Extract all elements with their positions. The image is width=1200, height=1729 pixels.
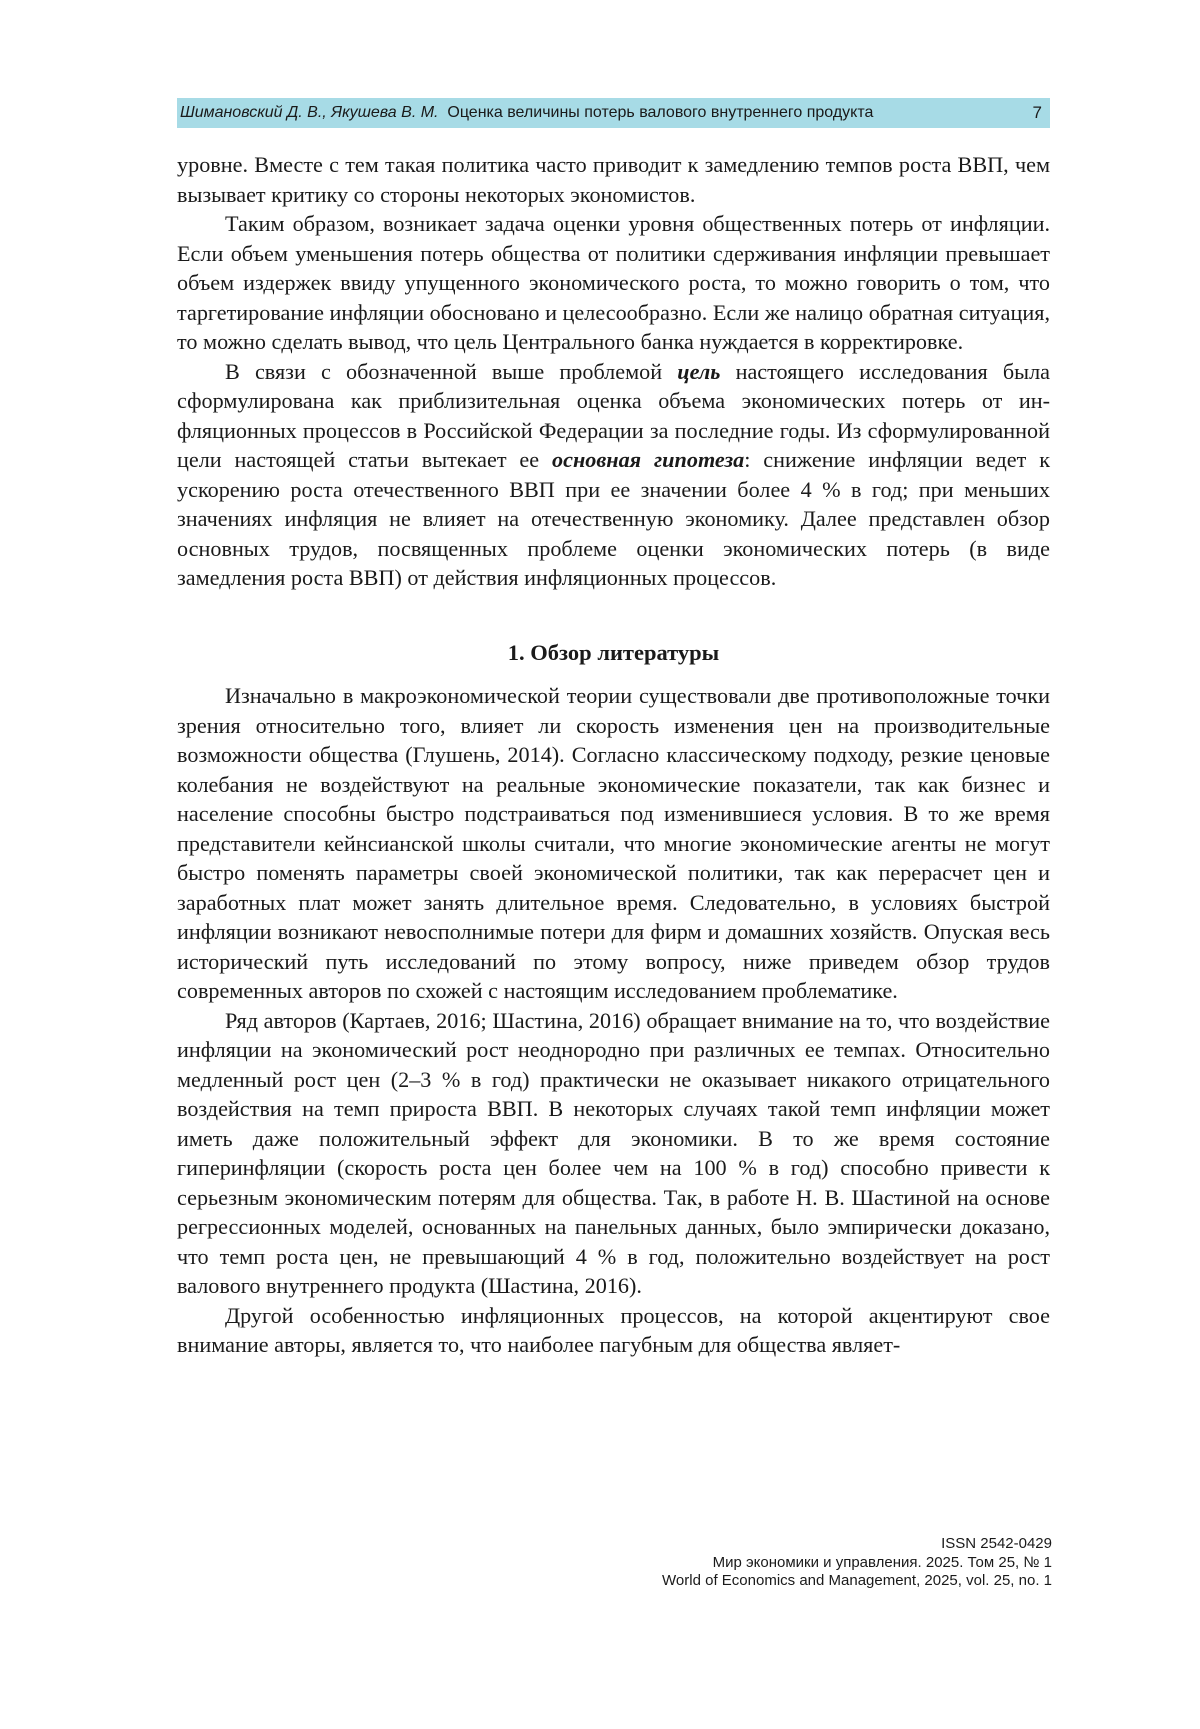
section-heading: 1. Обзор литературы (507, 639, 720, 665)
paragraph-3-part-b: настоящего исследования была сформулирована как приблизительная оценка объема экономических потерь от инфляционных процессов в Российской Федерации за последние годы. Из сформулированной цели настоящей статьи вытекает ее (177, 358, 1050, 472)
article-body (177, 150, 1050, 1360)
journal-citation-en: World of Economics and Management, 2025, vol. 25, no. 1 (662, 1572, 1052, 1589)
running-header (177, 98, 1050, 128)
paragraph-3-part-c: : снижение инфляции ведет к ускорению роста отечественного ВВП при ее значении более 4 % в год; при меньших значениях инфляция не влияет на отечественную экономику. Далее представлен обзор основных трудов, посвященных проблеме оценки экономических потерь (в виде замедления роста ВВП) от действия инфляционных процессов. (177, 447, 1051, 590)
paragraph-6: Другой особенностью инфляционных процессов, на которой акцентируют свое внимание авторы, является то, что наиболее пагубным для общества являет- (177, 1302, 1050, 1357)
page-number: 7 (1032, 103, 1042, 122)
paragraph-2: Таким образом, возникает задача оценки уровня общественных потерь от инфляции. Если объем уменьшения потерь общества от политики сдерживания инфляции превышает объем издержек ввиду упущенного экономического роста, то можно говорить о том, что таргетирование инфляции обосновано и целесообразно. Если же налицо обратная ситуация, то можно сделать вывод, что цель Центрального банка нуждается в корректировке. (177, 211, 1050, 354)
header-authors: Шимановский Д. В., Якушева В. М. (180, 104, 439, 121)
journal-citation-ru: Мир экономики и управления. 2025. Том 25, № 1 (712, 1553, 1052, 1571)
header-article-title: Оценка величины потерь валового внутреннего продукта (447, 104, 874, 121)
paragraph-5: Ряд авторов (Картаев, 2016; Шастина, 2016) обращает внимание на то, что воздействие инфляции на экономический рост неоднородно при различных ее темпах. Относительно медленный рост цен (2–3 % в год) практически не оказывает никакого отрицательного воздействия на темп прироста ВВП. В некоторых случаях такой темп инфляции может иметь даже положительный эффект для экономики. В то же время состояние гиперинфляции (скорость роста цен более чем на 100 % в год) способно привести к серьезным экономическим потерям для общества. Так, в работе Н. В. Шастиной на основе регрессионных моделей, основанных на панельных данных, было эмпирически доказано, что темп роста цен, не превышающий 4 % в год, положительно воздействует на рост валового внутреннего продукта (Шастина, 2016). (177, 1007, 1050, 1298)
emphasis-goal: цель (677, 358, 721, 384)
header-title-line (180, 104, 873, 122)
paragraph-3-part-a: В связи с обозначенной выше проблемой (225, 358, 678, 384)
paragraph-3 (177, 357, 1050, 593)
issn: ISSN 2542-0429 (941, 1535, 1052, 1552)
emphasis-hypothesis: основная гипотеза (552, 447, 745, 472)
paragraph-1: уровне. Вместе с тем такая политика часто приводит к замедлению темпов роста ВВП, чем вызывает критику со стороны некоторых экономистов. (177, 152, 1050, 207)
journal-footer (662, 1535, 1052, 1591)
paragraph-4: Изначально в макроэкономической теории существовали две противоположные точки зрения относительно того, влияет ли скорость изменения цен на производительные возможности общества (Глушень, 2014). Согласно классическому подходу, резкие ценовые колебания не воздействуют на реальные экономические показатели, так как бизнес и население способны быстро подстраиваться под изменившиеся условия. В то же время представители кейнсианской школы считали, что многие экономические агенты не могут быстро поменять параметры своей экономической политики, так как перерасчет цен и заработных плат может занять длительное время. Следовательно, в условиях быстрой инфляции возникают невосполнимые потери для фирм и домашних хозяйств. Опуская весь исторический путь исследований по этому вопросу, ниже приведем обзор трудов современных авторов по схожей с настоящим исследованием проблематике. (177, 683, 1050, 1003)
